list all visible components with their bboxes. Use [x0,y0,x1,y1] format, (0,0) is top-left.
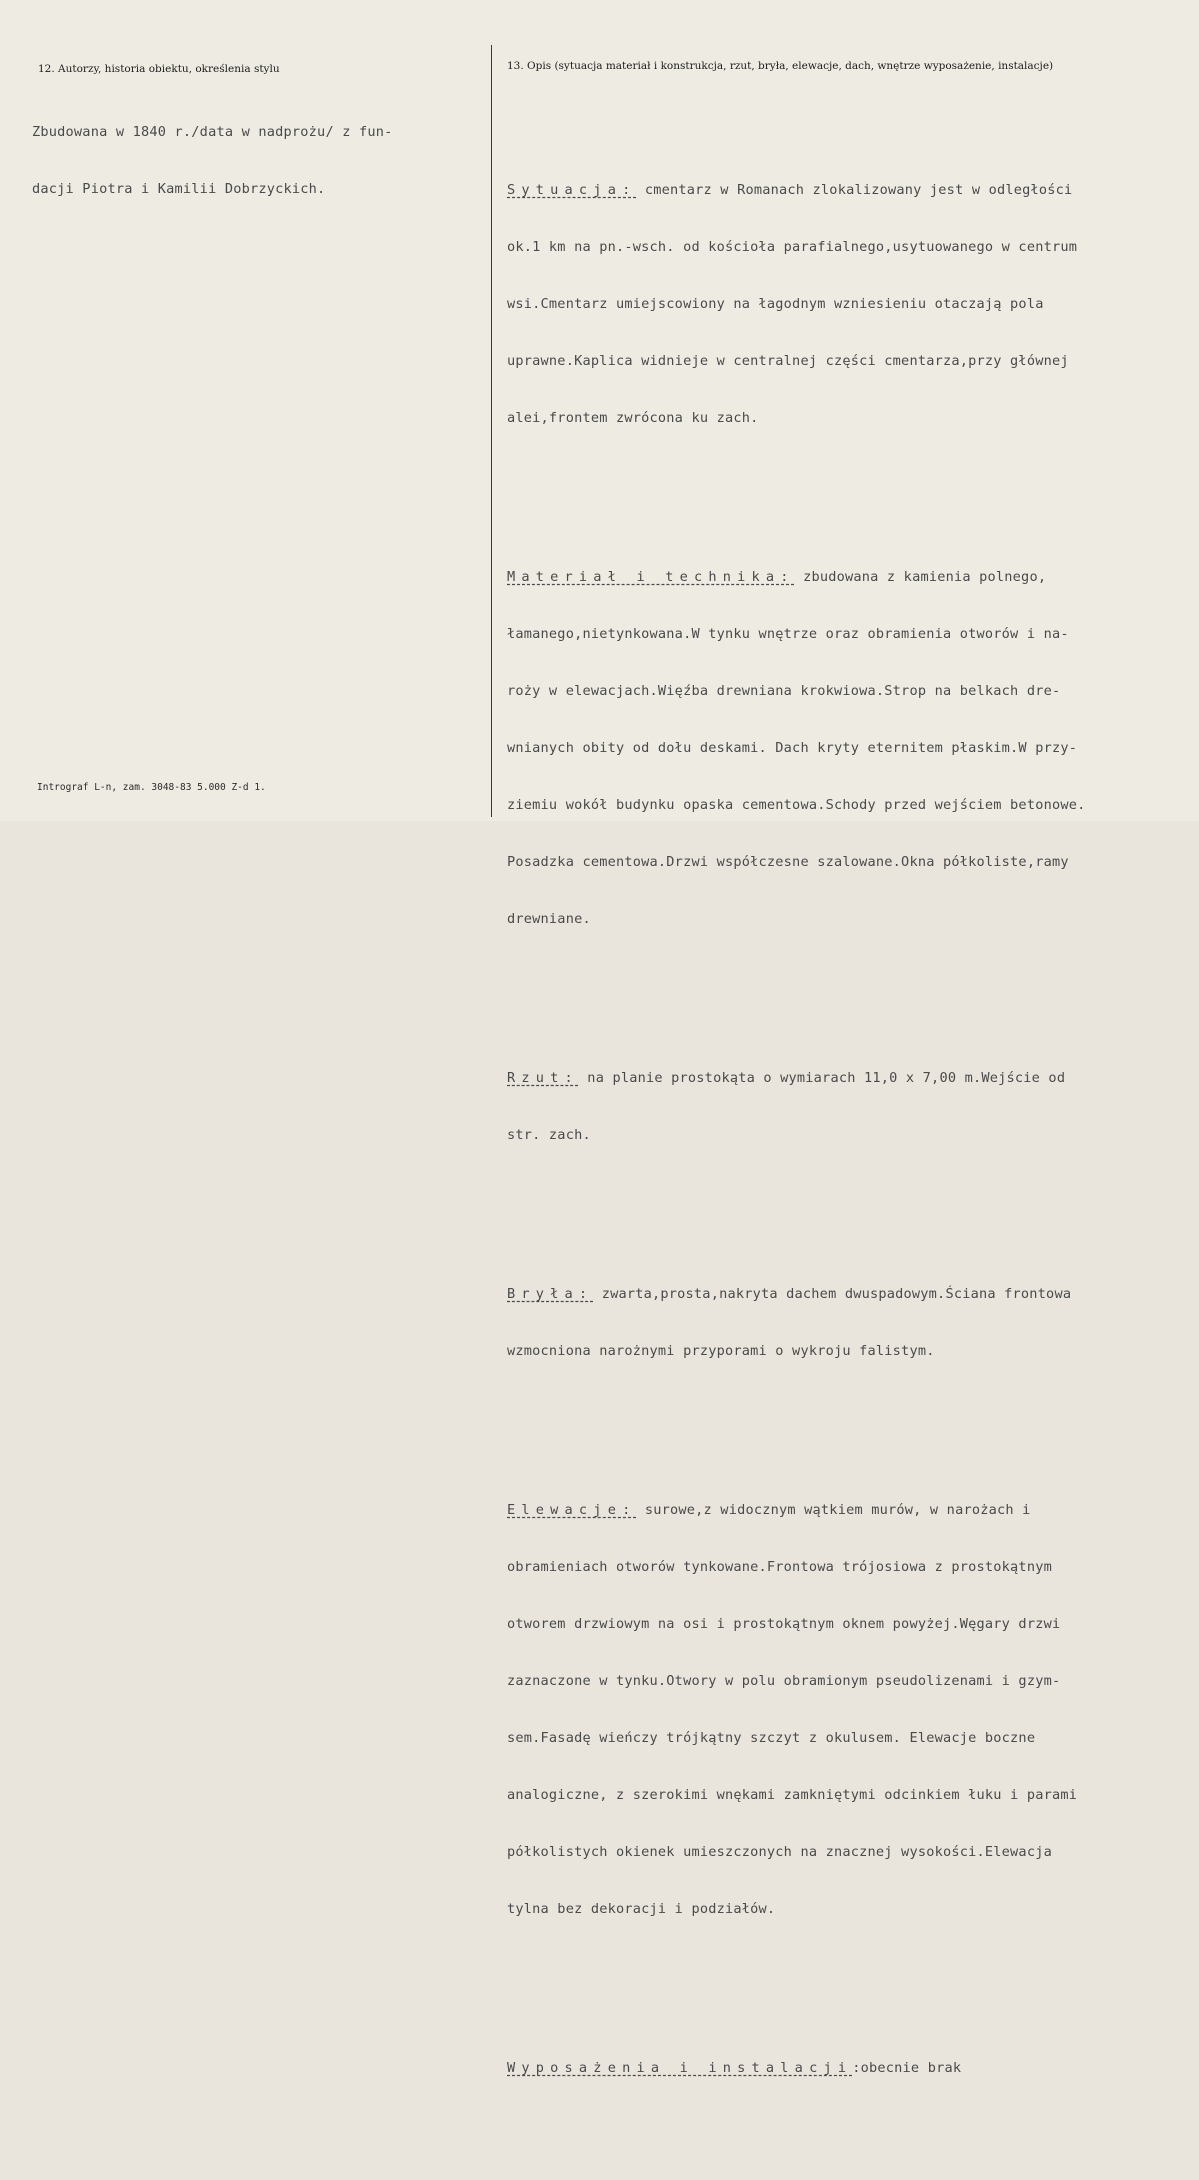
sytuacja-line: cmentarz w Romanach zlokalizowany jest w odległości [636,182,1073,198]
wyposazenie-paragraph [507,2021,1197,2116]
sytuacja-line: uprawne.Kaplica widnieje w centralnej części cmentarza,przy głównej [507,353,1069,369]
rzut-line: na planie prostokąta o wymiarach 11,0 x 7,00 m.Wejście od [578,1070,1066,1086]
material-line: wnianych obity od dołu deskami. Dach kryty eternitem płaskim.W przy- [507,740,1078,756]
column-divider [491,45,492,817]
bryla-line: wzmocniona narożnymi przyporami o wykroju falistym. [507,1343,935,1359]
section-12-text [32,85,393,237]
elewacje-line: otworem drzwiowym na osi i prostokątnym oknem powyżej.Węgary drzwi [507,1616,1061,1632]
elewacje-label: Elewacje: [507,1502,637,1518]
elewacje-line: surowe,z widocznym wątkiem murów, w narożach i [636,1502,1031,1518]
wyposazenie-line: :obecnie brak [852,2060,962,2076]
material-line: drewniane. [507,911,591,927]
history-line: Zbudowana w 1840 r./data w nadprożu/ z fun- [32,124,393,140]
elewacje-line: sem.Fasadę wieńczy trójkątny szczyt z okulusem. Elewacje boczne [507,1730,1036,1746]
sytuacja-line: wsi.Cmentarz umiejscowiony na łagodnym wzniesieniu otaczają pola [507,296,1044,312]
bryla-line: zwarta,prosta,nakryta dachem dwuspadowym.Ściana frontowa [593,1286,1072,1302]
sytuacja-label: Sytuacja: [507,182,637,198]
rzut-label: Rzut: [507,1070,579,1086]
elewacje-line: półkolistych okienek umieszczonych na znacznej wysokości.Elewacja [507,1844,1052,1860]
wyposazenie-label: Wyposażenia i instalacji [507,2060,853,2076]
material-paragraph [507,530,1197,967]
elewacje-line: analogiczne, z szerokimi wnękami zamkniętymi odcinkiem łuku i parami [507,1787,1078,1803]
material-line: łamanego,nietynkowana.W tynku wnętrze oraz obramienia otworów i na- [507,626,1069,642]
sytuacja-line: alei,frontem zwrócona ku zach. [507,410,759,426]
elewacje-paragraph [507,1463,1197,1957]
bryla-label: Bryła: [507,1286,594,1302]
elewacje-line: zaznaczone w tynku.Otwory w polu obramionym pseudolizenami i gzym- [507,1673,1061,1689]
rzut-paragraph [507,1031,1197,1183]
printer-footer: Intrograf L-n, zam. 3048-83 5.000 Z-d 1. [37,782,266,793]
elewacje-line: tylna bez dekoracji i podziałów. [507,1901,776,1917]
material-label: Materiał i technika: [507,569,795,585]
elewacje-line: obramieniach otworów tynkowane.Frontowa trójosiowa z prostokątnym [507,1559,1052,1575]
material-line: ziemiu wokół budynku opaska cementowa.Schody przed wejściem betonowe. [507,797,1086,813]
bryla-paragraph [507,1247,1197,1399]
rzut-line: str. zach. [507,1127,591,1143]
material-line: roży w elewacjach.Więźba drewniana krokwiowa.Strop na belkach dre- [507,683,1061,699]
material-line: Posadzka cementowa.Drzwi współczesne szalowane.Okna półkoliste,ramy [507,854,1069,870]
sytuacja-line: ok.1 km na pn.-wsch. od kościoła parafialnego,usytuowanego w centrum [507,239,1078,255]
material-line: zbudowana z kamienia polnego, [794,569,1047,585]
section-13-text [507,86,1197,2180]
section-12-heading: 12. Autorzy, historia obiektu, określenia stylu [38,63,280,75]
section-13-heading: 13. Opis (sytuacja materiał i konstrukcja, rzut, bryła, elewacje, dach, wnętrze wyposażenie, instalacje) [507,60,1054,72]
sytuacja-paragraph [507,143,1197,466]
history-line: dacji Piotra i Kamilii Dobrzyckich. [32,181,326,197]
